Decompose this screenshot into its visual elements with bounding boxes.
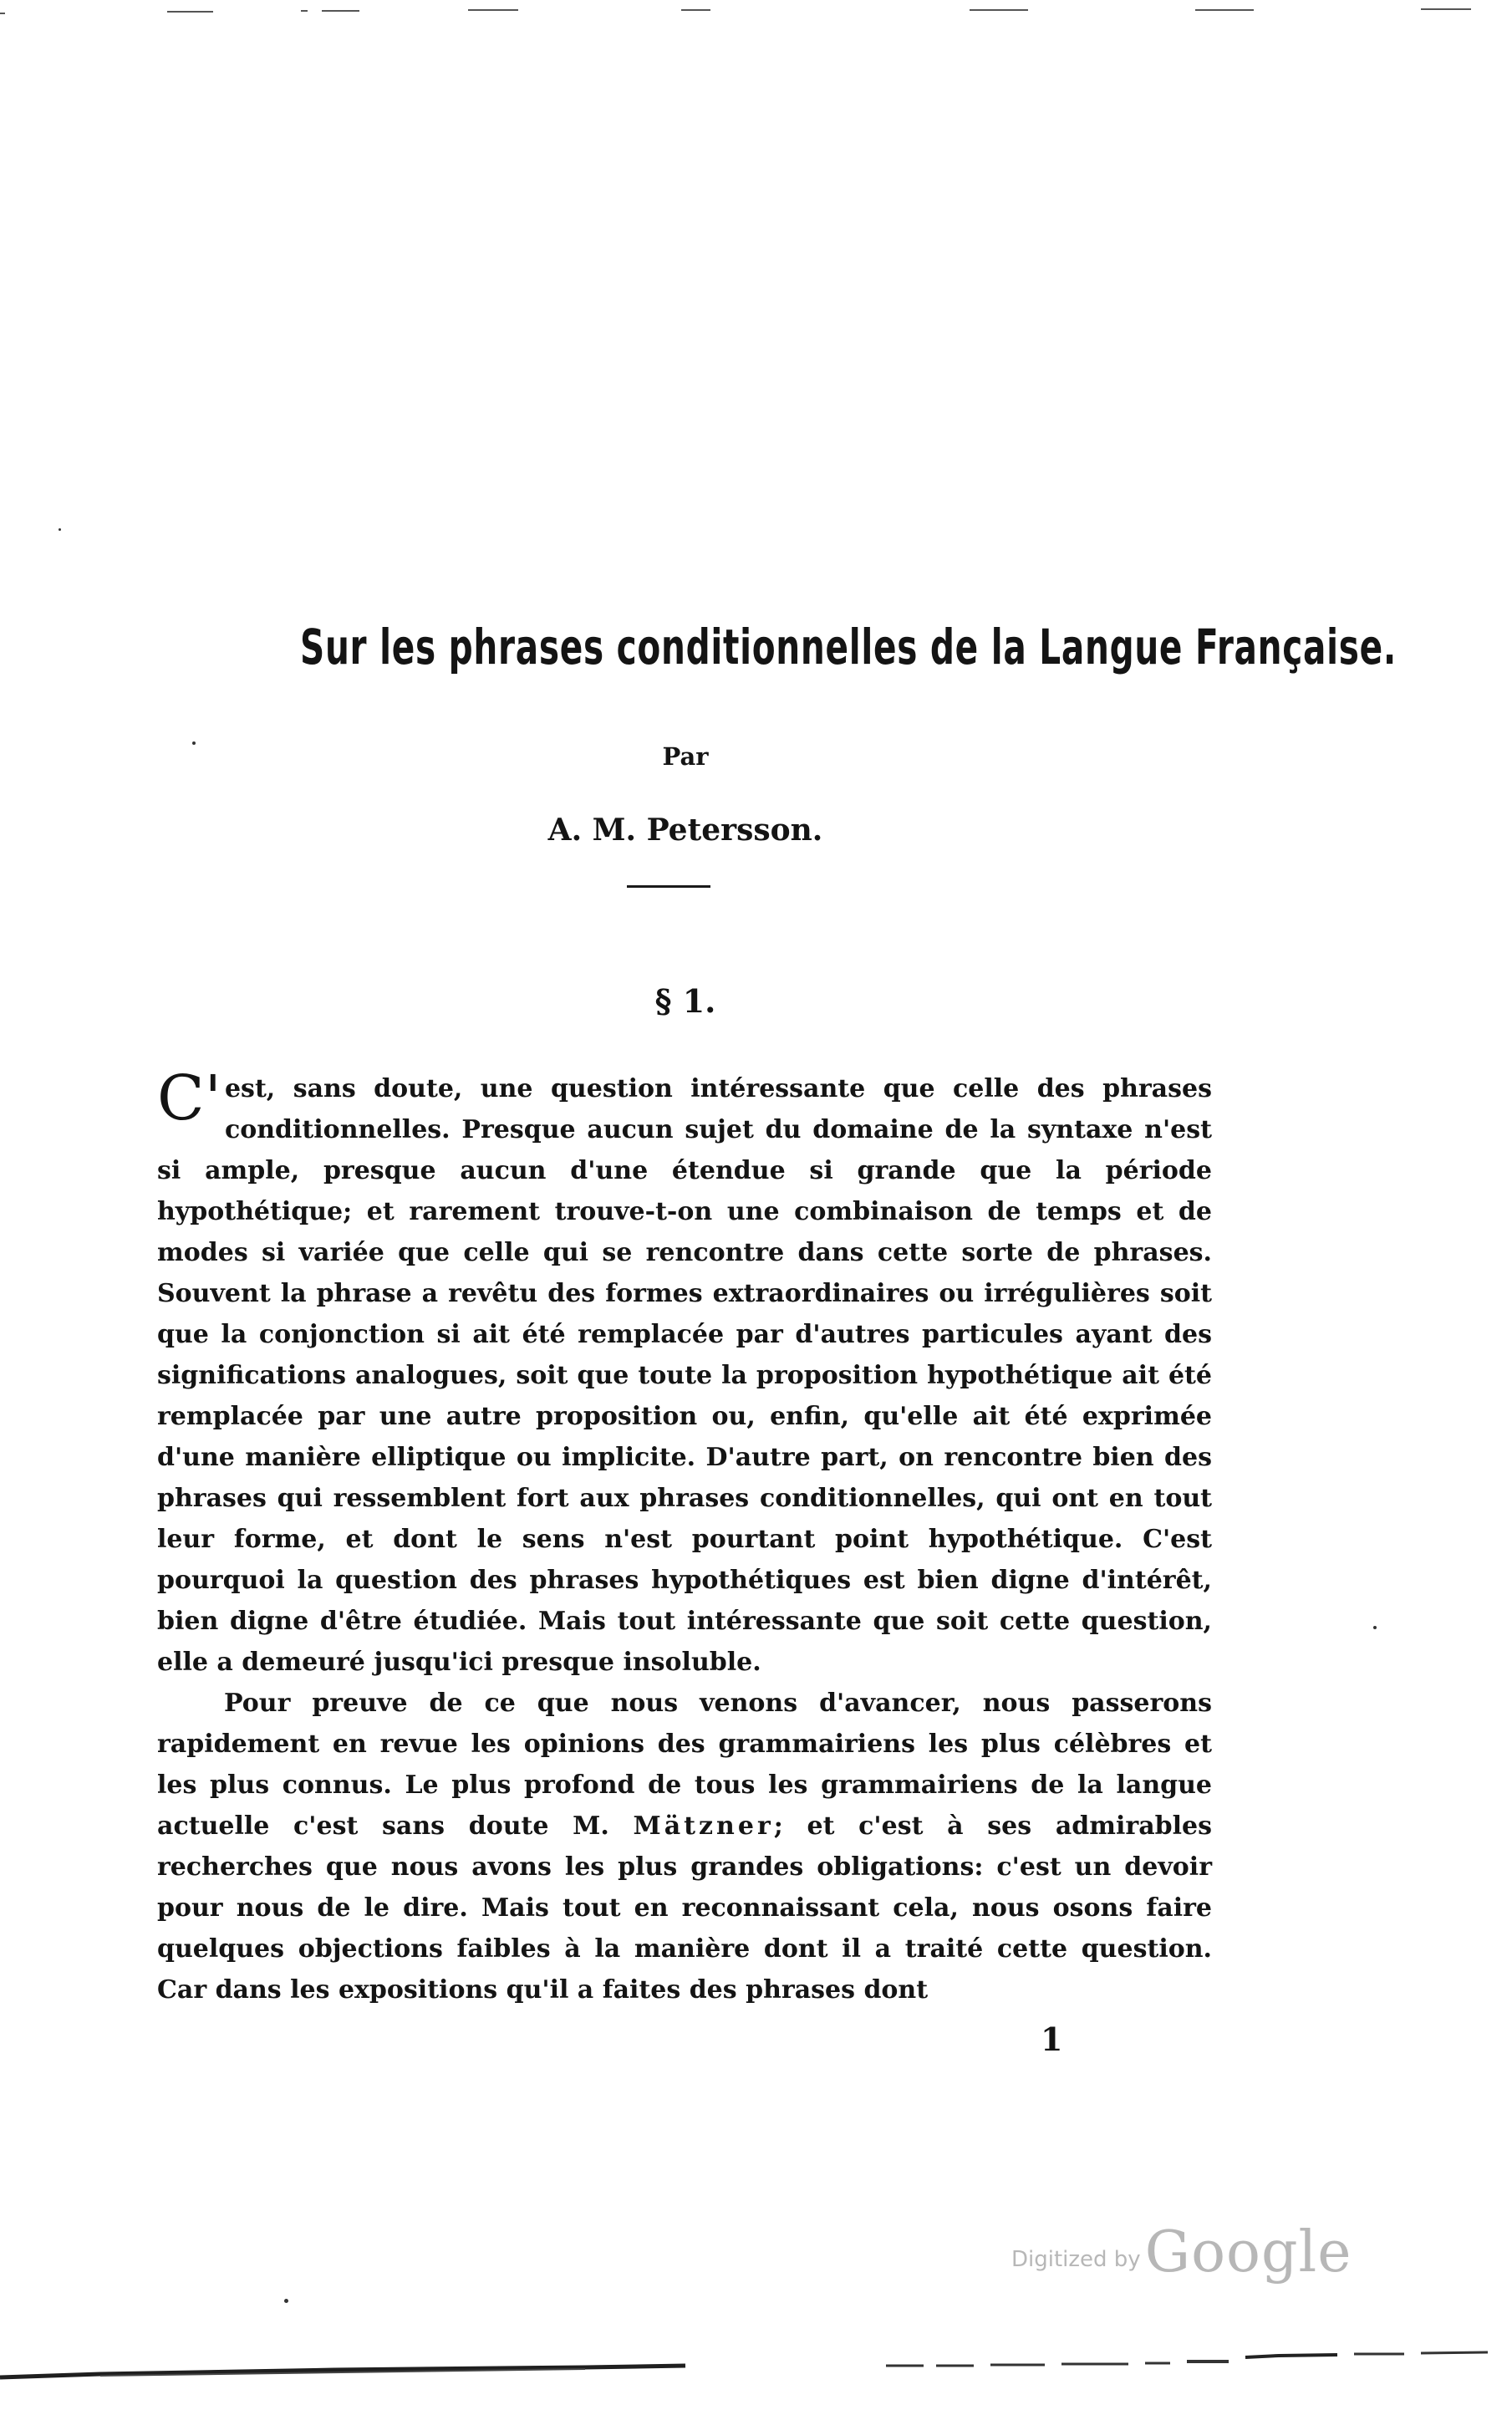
paragraph-2-continuation: ; et c'est à ses admirables recherches que nous avons les plus grandes obligations: c'est un devoir pour nous de le dire. Mais tout en reconnaissant cela, nous osons faire quelques objections faibles à la manière dont il a traité cette question. Car dans les expositions qu'il a faites des phrases dont — [157, 1811, 1212, 2005]
ink-speck — [1373, 1626, 1377, 1629]
section-heading: § 1. — [654, 982, 716, 1020]
page-number: 1 — [1041, 2020, 1063, 2058]
title-separator-rule — [627, 885, 710, 888]
grammarian-name: Mätzner — [633, 1811, 774, 1841]
digitization-watermark — [1011, 2219, 1352, 2285]
scan-bottom-edge — [0, 2332, 1512, 2412]
body-text — [157, 1062, 1212, 2010]
article-title: Sur les phrases conditionnelles de la Langue Française. — [300, 619, 1397, 675]
watermark-prefix: Digitized by — [1011, 2247, 1141, 2272]
paragraph-2-text: Pour preuve de ce que nous venons d'avancer, nous passerons rapidement en revue les opinions des grammairiens les plus célèbres et les plus connus. Le plus profond de tous les grammairiens de la langue actuelle c'est sans doute M. — [157, 1689, 1212, 1841]
ink-speck — [59, 528, 61, 531]
paragraph-1: C'est, sans doute, une question intéressante que celle des phrases conditionnelles. Presque aucun sujet du domaine de la syntaxe n'est si ample, presque aucun d'une étendue si grande que la période hypothétique; et rarement trouve-t-on une combinaison de temps et de modes si variée que celle qui se rencontre dans cette sorte de phrases. Souvent la phrase a revêtu des formes extraordinaires ou irrégulières soit que la conjonction si ait été remplacée par d'autres particules ayant des significations analogues, soit que toute la proposition hypothétique ait été remplacée par une autre proposition ou, enfin, qu'elle ait été exprimée d'une manière elliptique ou implicite. D'autre part, on rencontre bien des phrases qui ressemblent fort aux phrases conditionnelles, qui ont en tout leur forme, et dont le sens n'est pourtant point hypothétique. C'est pourquoi la question des phrases hypothétiques est bien digne d'intérêt, bien digne d'être étudiée. Mais tout intéressante que soit cette question, elle a demeuré jusqu'ici presque insoluble. — [157, 1062, 1212, 1677]
byline: Par — [662, 742, 709, 771]
paragraph-2 — [157, 1683, 1212, 2010]
google-logo: Google — [1144, 2219, 1352, 2285]
scan-top-edge — [0, 0, 1512, 17]
ink-speck — [284, 2299, 288, 2303]
author-name: A. M. Petersson. — [547, 813, 823, 848]
